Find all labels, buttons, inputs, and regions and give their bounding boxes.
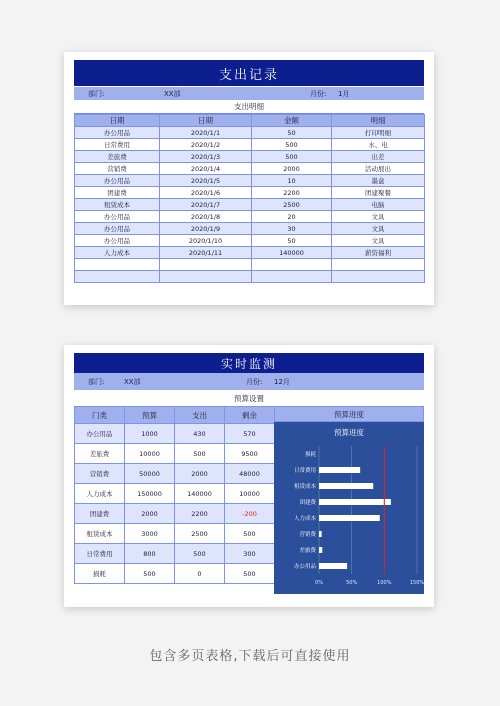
- table-row: [75, 504, 275, 524]
- record-month-label: 月份:: [310, 89, 327, 98]
- table-cell[interactable]: 2200: [175, 504, 225, 524]
- table-cell[interactable]: 570: [225, 424, 275, 444]
- table-cell[interactable]: 文具: [332, 211, 425, 223]
- monitor-info-row: [74, 373, 424, 390]
- table-cell[interactable]: 140000: [252, 247, 332, 259]
- table-cell[interactable]: 租赁成本: [75, 199, 160, 211]
- table-cell[interactable]: 差旅费: [75, 444, 125, 464]
- table-cell[interactable]: 500: [225, 524, 275, 544]
- x-tick-label: 50%: [346, 580, 358, 586]
- table-cell[interactable]: 办公用品: [75, 127, 160, 139]
- table-cell[interactable]: 140000: [175, 484, 225, 504]
- table-cell[interactable]: 2020/1/6: [160, 187, 252, 199]
- table-cell[interactable]: 2200: [252, 187, 332, 199]
- promo-caption: 包含多页表格,下载后可直接使用: [149, 649, 351, 664]
- table-cell[interactable]: 人力成本: [75, 247, 160, 259]
- table-row: [75, 564, 275, 584]
- table-cell[interactable]: 500: [175, 444, 225, 464]
- bar: [319, 483, 373, 489]
- table-cell[interactable]: 300: [225, 544, 275, 564]
- table-row: [75, 223, 425, 235]
- record-month-value[interactable]: 1月: [338, 89, 350, 98]
- table-cell[interactable]: 2000: [125, 504, 175, 524]
- table-cell[interactable]: 办公用品: [75, 223, 160, 235]
- table-cell[interactable]: 2020/1/3: [160, 151, 252, 163]
- table-cell[interactable]: [160, 271, 252, 283]
- table-cell[interactable]: 差旅费: [75, 151, 160, 163]
- table-cell[interactable]: 租赁成本: [75, 524, 125, 544]
- table-cell[interactable]: 出差: [332, 151, 425, 163]
- header-category: 日期: [75, 115, 160, 127]
- category-label: 日常费用: [293, 468, 316, 474]
- table-cell[interactable]: 3000: [125, 524, 175, 544]
- category-label: 人力成本: [293, 516, 316, 522]
- budget-progress-chart: [274, 422, 424, 594]
- table-cell[interactable]: 10000: [125, 444, 175, 464]
- table-cell[interactable]: 活动展出: [332, 163, 425, 175]
- table-cell[interactable]: 人力成本: [75, 484, 125, 504]
- table-row: [75, 444, 275, 464]
- table-cell[interactable]: 办公用品: [75, 235, 160, 247]
- table-row: [75, 424, 275, 444]
- monitor-subtitle: 预算设置: [74, 390, 424, 407]
- table-cell[interactable]: 2020/1/9: [160, 223, 252, 235]
- expense-record-sheet: [64, 52, 434, 305]
- bar: [319, 467, 360, 473]
- progress-chart-panel: [274, 422, 424, 594]
- table-row: [75, 151, 425, 163]
- header-date: 日期: [160, 115, 252, 127]
- table-cell[interactable]: [75, 271, 160, 283]
- table-cell[interactable]: [160, 259, 252, 271]
- table-cell[interactable]: 50: [252, 127, 332, 139]
- table-cell[interactable]: 10: [252, 175, 332, 187]
- table-row: [75, 211, 425, 223]
- budget-table-body: [75, 424, 275, 584]
- table-row: [75, 139, 425, 151]
- table-cell[interactable]: 20: [252, 211, 332, 223]
- category-label: 团建费: [299, 500, 316, 506]
- x-tick-label: 100%: [377, 580, 392, 586]
- table-cell[interactable]: 2020/1/5: [160, 175, 252, 187]
- table-cell[interactable]: 文具: [332, 223, 425, 235]
- expense-table-body: [75, 127, 425, 283]
- table-cell[interactable]: 1000: [125, 424, 175, 444]
- table-cell[interactable]: 500: [175, 544, 225, 564]
- category-label: 差旅费: [299, 548, 316, 554]
- table-cell[interactable]: 50000: [125, 464, 175, 484]
- budget-table: [74, 406, 275, 584]
- table-row: [75, 187, 425, 199]
- table-row: [75, 259, 425, 271]
- category-label: 租赁成本: [293, 484, 316, 490]
- table-cell[interactable]: 2000: [175, 464, 225, 484]
- monitor-month-value[interactable]: 12月: [274, 377, 290, 386]
- table-cell[interactable]: 500: [252, 139, 332, 151]
- table-cell[interactable]: 2500: [175, 524, 225, 544]
- x-tick-label: 150%: [409, 580, 424, 586]
- table-cell[interactable]: 500: [225, 564, 275, 584]
- table-cell[interactable]: [75, 259, 160, 271]
- table-cell[interactable]: 50: [252, 235, 332, 247]
- table-row: [75, 247, 425, 259]
- table-row: [75, 127, 425, 139]
- table-cell[interactable]: 2020/1/1: [160, 127, 252, 139]
- table-cell[interactable]: [332, 259, 425, 271]
- category-label: 损耗: [304, 452, 316, 458]
- monitor-dept-value[interactable]: XX部: [124, 377, 141, 386]
- table-cell[interactable]: 2020/1/8: [160, 211, 252, 223]
- table-cell[interactable]: -200: [225, 504, 275, 524]
- header-detail: 明细: [332, 115, 425, 127]
- table-cell[interactable]: [252, 259, 332, 271]
- table-cell[interactable]: 薪资福利: [332, 247, 425, 259]
- table-cell[interactable]: 2020/1/4: [160, 163, 252, 175]
- record-subtitle: 支出明细: [74, 100, 424, 114]
- table-cell[interactable]: 500: [125, 564, 175, 584]
- table-cell[interactable]: 文具: [332, 235, 425, 247]
- table-cell[interactable]: 营销费: [75, 464, 125, 484]
- record-title: 支出记录: [74, 60, 424, 86]
- table-cell[interactable]: [332, 271, 425, 283]
- table-cell[interactable]: 办公用品: [75, 424, 125, 444]
- table-row: [75, 524, 275, 544]
- table-cell[interactable]: 430: [175, 424, 225, 444]
- table-cell[interactable]: 30: [252, 223, 332, 235]
- table-cell[interactable]: 团建聚餐: [332, 187, 425, 199]
- table-cell[interactable]: 损耗: [75, 564, 125, 584]
- table-row: [75, 544, 275, 564]
- table-row: [75, 464, 275, 484]
- table-cell[interactable]: 营销费: [75, 163, 160, 175]
- bar: [319, 547, 322, 553]
- progress-header: 预算进度: [274, 406, 424, 422]
- table-row: [75, 484, 275, 504]
- live-monitor-sheet: [64, 345, 434, 607]
- table-cell[interactable]: 500: [252, 151, 332, 163]
- monitor-month-label: 月份:: [246, 377, 263, 386]
- table-cell[interactable]: 48000: [225, 464, 275, 484]
- table-cell[interactable]: 2020/1/7: [160, 199, 252, 211]
- table-cell[interactable]: 日常费用: [75, 139, 160, 151]
- record-dept-label: 部门:: [88, 89, 105, 98]
- monitor-title: 实时监测: [74, 353, 424, 373]
- table-cell[interactable]: 150000: [125, 484, 175, 504]
- header-remaining: 剩余: [225, 407, 275, 424]
- header-budget: 预算: [125, 407, 175, 424]
- table-cell[interactable]: 日常费用: [75, 544, 125, 564]
- table-row: [75, 199, 425, 211]
- table-cell[interactable]: 2020/1/11: [160, 247, 252, 259]
- header-amount: 金额: [252, 115, 332, 127]
- expense-table: [74, 114, 425, 283]
- table-cell[interactable]: 办公用品: [75, 211, 160, 223]
- bar: [319, 531, 322, 537]
- table-row: [75, 271, 425, 283]
- table-row: [75, 163, 425, 175]
- table-cell[interactable]: 水、电: [332, 139, 425, 151]
- table-cell[interactable]: 团建费: [75, 187, 160, 199]
- bar: [319, 515, 380, 521]
- table-row: [75, 175, 425, 187]
- bar: [319, 499, 391, 505]
- table-cell[interactable]: 2020/1/2: [160, 139, 252, 151]
- bar: [319, 563, 347, 569]
- table-cell[interactable]: 10000: [225, 484, 275, 504]
- record-info-row: [74, 87, 424, 100]
- table-cell[interactable]: 2000: [252, 163, 332, 175]
- table-cell[interactable]: 9500: [225, 444, 275, 464]
- table-cell[interactable]: 办公用品: [75, 175, 160, 187]
- header-spent: 支出: [175, 407, 225, 424]
- table-cell[interactable]: 电脑: [332, 199, 425, 211]
- table-cell[interactable]: 800: [125, 544, 175, 564]
- table-cell[interactable]: 打印明细: [332, 127, 425, 139]
- monitor-dept-label: 部门:: [88, 377, 105, 386]
- chart-title: 预算进度: [334, 428, 364, 437]
- table-cell[interactable]: 团建费: [75, 504, 125, 524]
- table-cell[interactable]: [252, 271, 332, 283]
- table-cell[interactable]: 2500: [252, 199, 332, 211]
- header-type: 门类: [75, 407, 125, 424]
- category-label: 营销费: [299, 532, 316, 538]
- x-tick-label: 0%: [315, 580, 323, 586]
- table-cell[interactable]: 2020/1/10: [160, 235, 252, 247]
- table-cell[interactable]: 0: [175, 564, 225, 584]
- table-cell[interactable]: 墨盒: [332, 175, 425, 187]
- category-label: 办公用品: [293, 564, 316, 570]
- record-dept-value[interactable]: XX部: [164, 89, 181, 98]
- table-row: [75, 235, 425, 247]
